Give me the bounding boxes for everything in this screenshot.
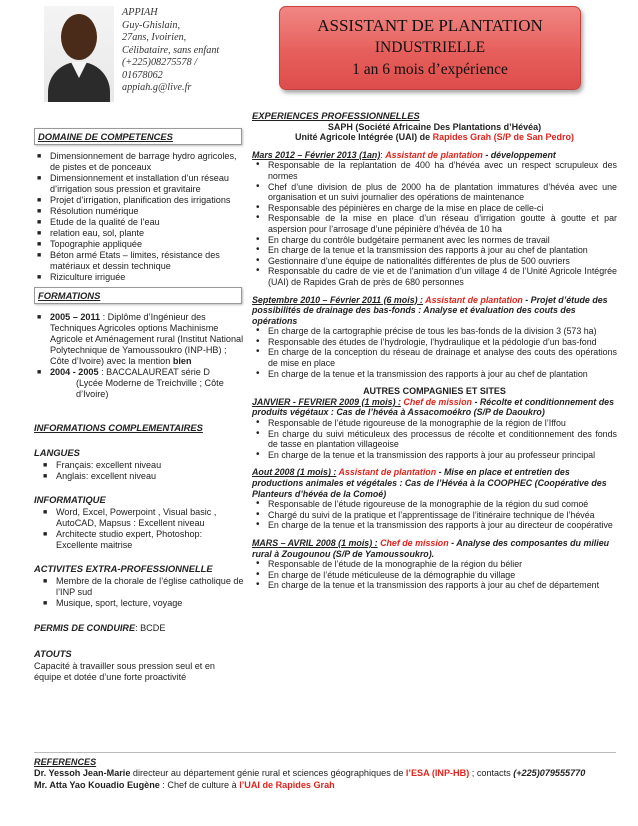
ref1-text: directeur au département génie rural et sciences géographiques de (130, 768, 406, 779)
list-item: • Gestionnaire d’une équipe de nationalités différentes de plus de 500 ouvriers (252, 256, 617, 267)
list-item: ■ Etude de la qualité de l’eau (34, 217, 244, 228)
list-item: • En charge de la tenue et la transmission des rapports à jour au chef de plantation (252, 369, 617, 380)
competences-heading: DOMAINE DE COMPETENCES (34, 128, 242, 145)
list-item: • En charge de la tenue et la transmission des rapports à jour au directeur de coopérative (252, 520, 617, 531)
langues-heading: LANGUES (34, 447, 80, 458)
formation1-mention: bien (172, 356, 192, 366)
job1-rest: - développement (482, 149, 556, 160)
unit-location: Rapides Grah (S/P de San Pedro) (432, 132, 575, 143)
job2-header (252, 295, 617, 327)
infos-heading: INFORMATIONS COMPLEMENTAIRES (34, 422, 203, 433)
ref1-contact: ; contacts (469, 768, 514, 779)
left-column (34, 128, 244, 683)
reference-2 (34, 780, 614, 791)
formation1-text: : Diplôme d’Ingénieur des Techniques Agricoles options Machinisme Agricole et Aménagement rural (Institut National Polytechnique de Yamoussoukro (INP-HB) ; Côte d’Ivoire) avec la mention (50, 312, 244, 366)
formations-heading: FORMATIONS (34, 287, 242, 304)
unit-prefix: Unité Agricole Intégrée (UAI) de (294, 132, 433, 143)
list-item: • Responsable de la replantation de 400 ha d’hévéa avec un respect scrupuleux des normes (252, 160, 617, 181)
job5-rest: - Analyse des composantes du milieu rural à Zougounou (S/P de Yamoussoukro). (252, 537, 610, 559)
job1-list (252, 160, 617, 287)
informatique-list (34, 507, 244, 551)
job5-list (252, 559, 617, 591)
job3-list (252, 418, 617, 460)
ref1-phone: (+225)079555770 (513, 768, 586, 779)
job2-period: Septembre 2010 – Février 2011 (6 mois) : (252, 294, 424, 305)
list-item: • Responsable de l’étude de la monographie de la région du bélier (252, 559, 617, 570)
unit-line (252, 132, 617, 143)
list-item: • Responsable de la mise en place d’un réseau d’irrigation goutte à goutte et par aspersion pour l’arrosage d’une pépinière d’hévéa de 10 ha (252, 213, 617, 234)
permis-line (34, 623, 244, 634)
formation2-year: 2004 - 2005 (50, 367, 99, 377)
list-item: ■ Musique, sport, lecture, voyage (34, 598, 244, 609)
list-item: ■ Projet d’irrigation, planification des irrigations (34, 195, 244, 206)
job4-period: Aout 2008 (1 mois) : (252, 467, 337, 478)
list-item: • Chef d’une division de plus de 2000 ha de plantation immatures d’hévéa avec une organisation et un suivi journalier des opérations de maintenance (252, 182, 617, 203)
list-item: • En charge de la conception du réseau de drainage et analyse des couts des opérations de mise en place (252, 347, 617, 368)
job3-header (252, 397, 617, 418)
contact-email: appiah.g@live.fr (122, 82, 192, 93)
experiences-heading: EXPERIENCES PROFESSIONNELLES (252, 110, 420, 121)
list-item: ■ Word, Excel, Powerpoint , Visual basic , AutoCAD, Mapsus : Excellent niveau (34, 507, 244, 529)
activites-list (34, 576, 244, 609)
contact-block (122, 7, 252, 95)
references-divider (34, 752, 616, 753)
atouts-heading: ATOUTS (34, 648, 72, 659)
job2-role: Assistant de plantation (425, 294, 523, 305)
list-item: ■ Membre de la chorale de l’église catholique de l’INP sud (34, 576, 244, 598)
list-item: • En charge de la tenue et la transmission des rapports à jour au professeur principal (252, 450, 617, 461)
list-item: • Responsable des pépinières en charge de la mise en place de celle-ci (252, 203, 617, 214)
formation1-year: 2005 – 2011 (50, 312, 101, 322)
list-item: ■ Dimensionnement de barrage hydro agricoles, de pistes et de ponceaux (34, 151, 244, 173)
list-item: ■ Riziculture irriguée (34, 272, 244, 283)
permis-label: PERMIS DE CONDUIRE (34, 623, 136, 633)
job-title-line1: ASSISTANT DE PLANTATION (317, 16, 543, 35)
list-item: • Responsable de l’étude rigoureuse de la monographie de la région de l’Iffou (252, 418, 617, 429)
list-item: ■ Français: excellent niveau (34, 460, 244, 471)
right-column (252, 111, 617, 591)
list-item: • En charge du suivi méticuleux des processus de récolte et conditionnement des fonds de tasse en plantation villageoise (252, 429, 617, 450)
ref2-org: l’UAI de Rapides Grah (239, 779, 335, 790)
list-item: • Chargé du suivi de la pratique et l’apprentissage de l’itinéraire technique de l’hévéa (252, 510, 617, 521)
job1-period: Mars 2012 – Février 2013 (1an) (252, 149, 381, 160)
list-item: ■ Béton armé Etats – limites, résistance des matériaux et dessin technique (34, 250, 244, 272)
job-title-box (279, 6, 581, 90)
job3-period: JANVIER - FEVRIER 2009 (1 mois) : (252, 396, 401, 407)
job3-role: Chef de mission (403, 396, 472, 407)
ref1-name: Dr. Yessoh Jean-Marie (34, 768, 131, 779)
job2-list (252, 326, 617, 379)
reference-1 (34, 768, 614, 779)
photo-head (61, 14, 97, 60)
formations-list (34, 312, 244, 400)
list-item: • Responsable de l’étude rigoureuse de la monographie de la région du sud comoé (252, 499, 617, 510)
list-item: ■ Architecte studio expert, Photoshop: Excellente maitrise (34, 529, 244, 551)
contact-firstname: Guy-Ghislain, (122, 19, 181, 31)
list-item: ■ Topographie appliquée (34, 239, 244, 250)
formation2-text: : BACCALAUREAT série D (98, 367, 210, 377)
job-title-line2: INDUSTRIELLE (374, 39, 486, 56)
company-line: SAPH (Société Africaine Des Plantations d’Hévéa) (327, 121, 542, 132)
job-title-experience: 1 an 6 mois d’expérience (352, 61, 508, 78)
job2-rest: - Projet d’étude des possibilités de drainage des bas-fonds : Analyse et évaluation des couts des opérations (252, 294, 608, 326)
contact-age: 27ans, Ivoirien, (122, 32, 187, 43)
list-item: ■ relation eau, sol, plante (34, 228, 244, 239)
informatique-heading: INFORMATIQUE (34, 494, 106, 505)
list-item: • En charge de la cartographie précise de tous les bas-fonds de la division 3 (573 ha) (252, 326, 617, 337)
contact-phone1: (+225)08275578 / (122, 57, 198, 68)
job4-role: Assistant de plantation (338, 467, 437, 478)
list-item: • Responsable du cadre de vie et de l’animation d’un village 4 de l’Unité Agricole Intégrée (UAI) de Rapides Grah de près de 680 personnes (252, 266, 617, 287)
atouts-text: Capacité à travailler sous pression seul et en équipe et dotée d’une forte proactivité (34, 661, 215, 682)
job5-period: MARS – AVRIL 2008 (1 mois) : (252, 537, 378, 548)
list-item: • En charge de la tenue et la transmission des rapports à jour au chef de plantation (252, 245, 617, 256)
list-item: ■ Résolution numérique (34, 206, 244, 217)
list-item: • En charge de l’étude méticuleuse de la démographie du village (252, 570, 617, 581)
profile-photo (44, 6, 114, 102)
ref1-org: l’ESA (INP-HB) (405, 768, 470, 779)
job5-header (252, 538, 617, 559)
list-item: • En charge de la tenue et la transmission des rapports à jour au chef de département (252, 580, 617, 591)
langues-list (34, 460, 244, 482)
list-item (34, 367, 244, 400)
job4-header (252, 467, 617, 499)
competences-list (34, 151, 244, 283)
list-item: ■ Anglais: excellent niveau (34, 471, 244, 482)
job4-rest: - Mise en place et entretien des productions animales et végétales : Cas de l’Hévéa à la COOPHEC (Coopérative des Planteurs d’hévéa de la Comoé) (252, 467, 607, 499)
others-heading: AUTRES COMPAGNIES ET SITES (363, 386, 506, 397)
job3-rest: - Récolte et conditionnement des produits végétaux : Cas de l’hévéa à Assacomoékro (S/P de Daoukro) (252, 396, 615, 418)
ref2-name: Mr. Atta Yao Kouadio Eugène (34, 779, 160, 790)
job1-role: Assistant de plantation (385, 149, 483, 160)
contact-name: APPIAH (122, 7, 158, 18)
contact-phone2: 01678062 (122, 69, 163, 81)
list-item: • En charge du contrôle budgétaire permanent avec les normes de travail (252, 235, 617, 246)
ref2-text: : Chef de culture à (159, 779, 240, 790)
job4-list (252, 499, 617, 531)
job1-header (252, 150, 617, 161)
formation2-school: (Lycée Moderne de Treichville ; Côte d’Ivoire) (76, 378, 224, 399)
activites-heading: ACTIVITES EXTRA-PROFESSIONNELLE (34, 563, 213, 574)
list-item: • Responsable des études de l’hydrologie, l’hydraulique et la pédologie d’un bas-fond (252, 337, 617, 348)
references-block (34, 757, 614, 791)
references-heading: REFERENCES (34, 757, 97, 767)
job5-role: Chef de mission (380, 537, 449, 548)
permis-value: : BCDE (135, 623, 166, 633)
job1-sep: : (380, 149, 386, 160)
list-item (34, 312, 244, 367)
list-item: ■ Dimensionnement et installation d’un réseau d’irrigation sous pression et gravitaire (34, 173, 244, 195)
contact-status: Célibataire, sans enfant (122, 44, 220, 56)
